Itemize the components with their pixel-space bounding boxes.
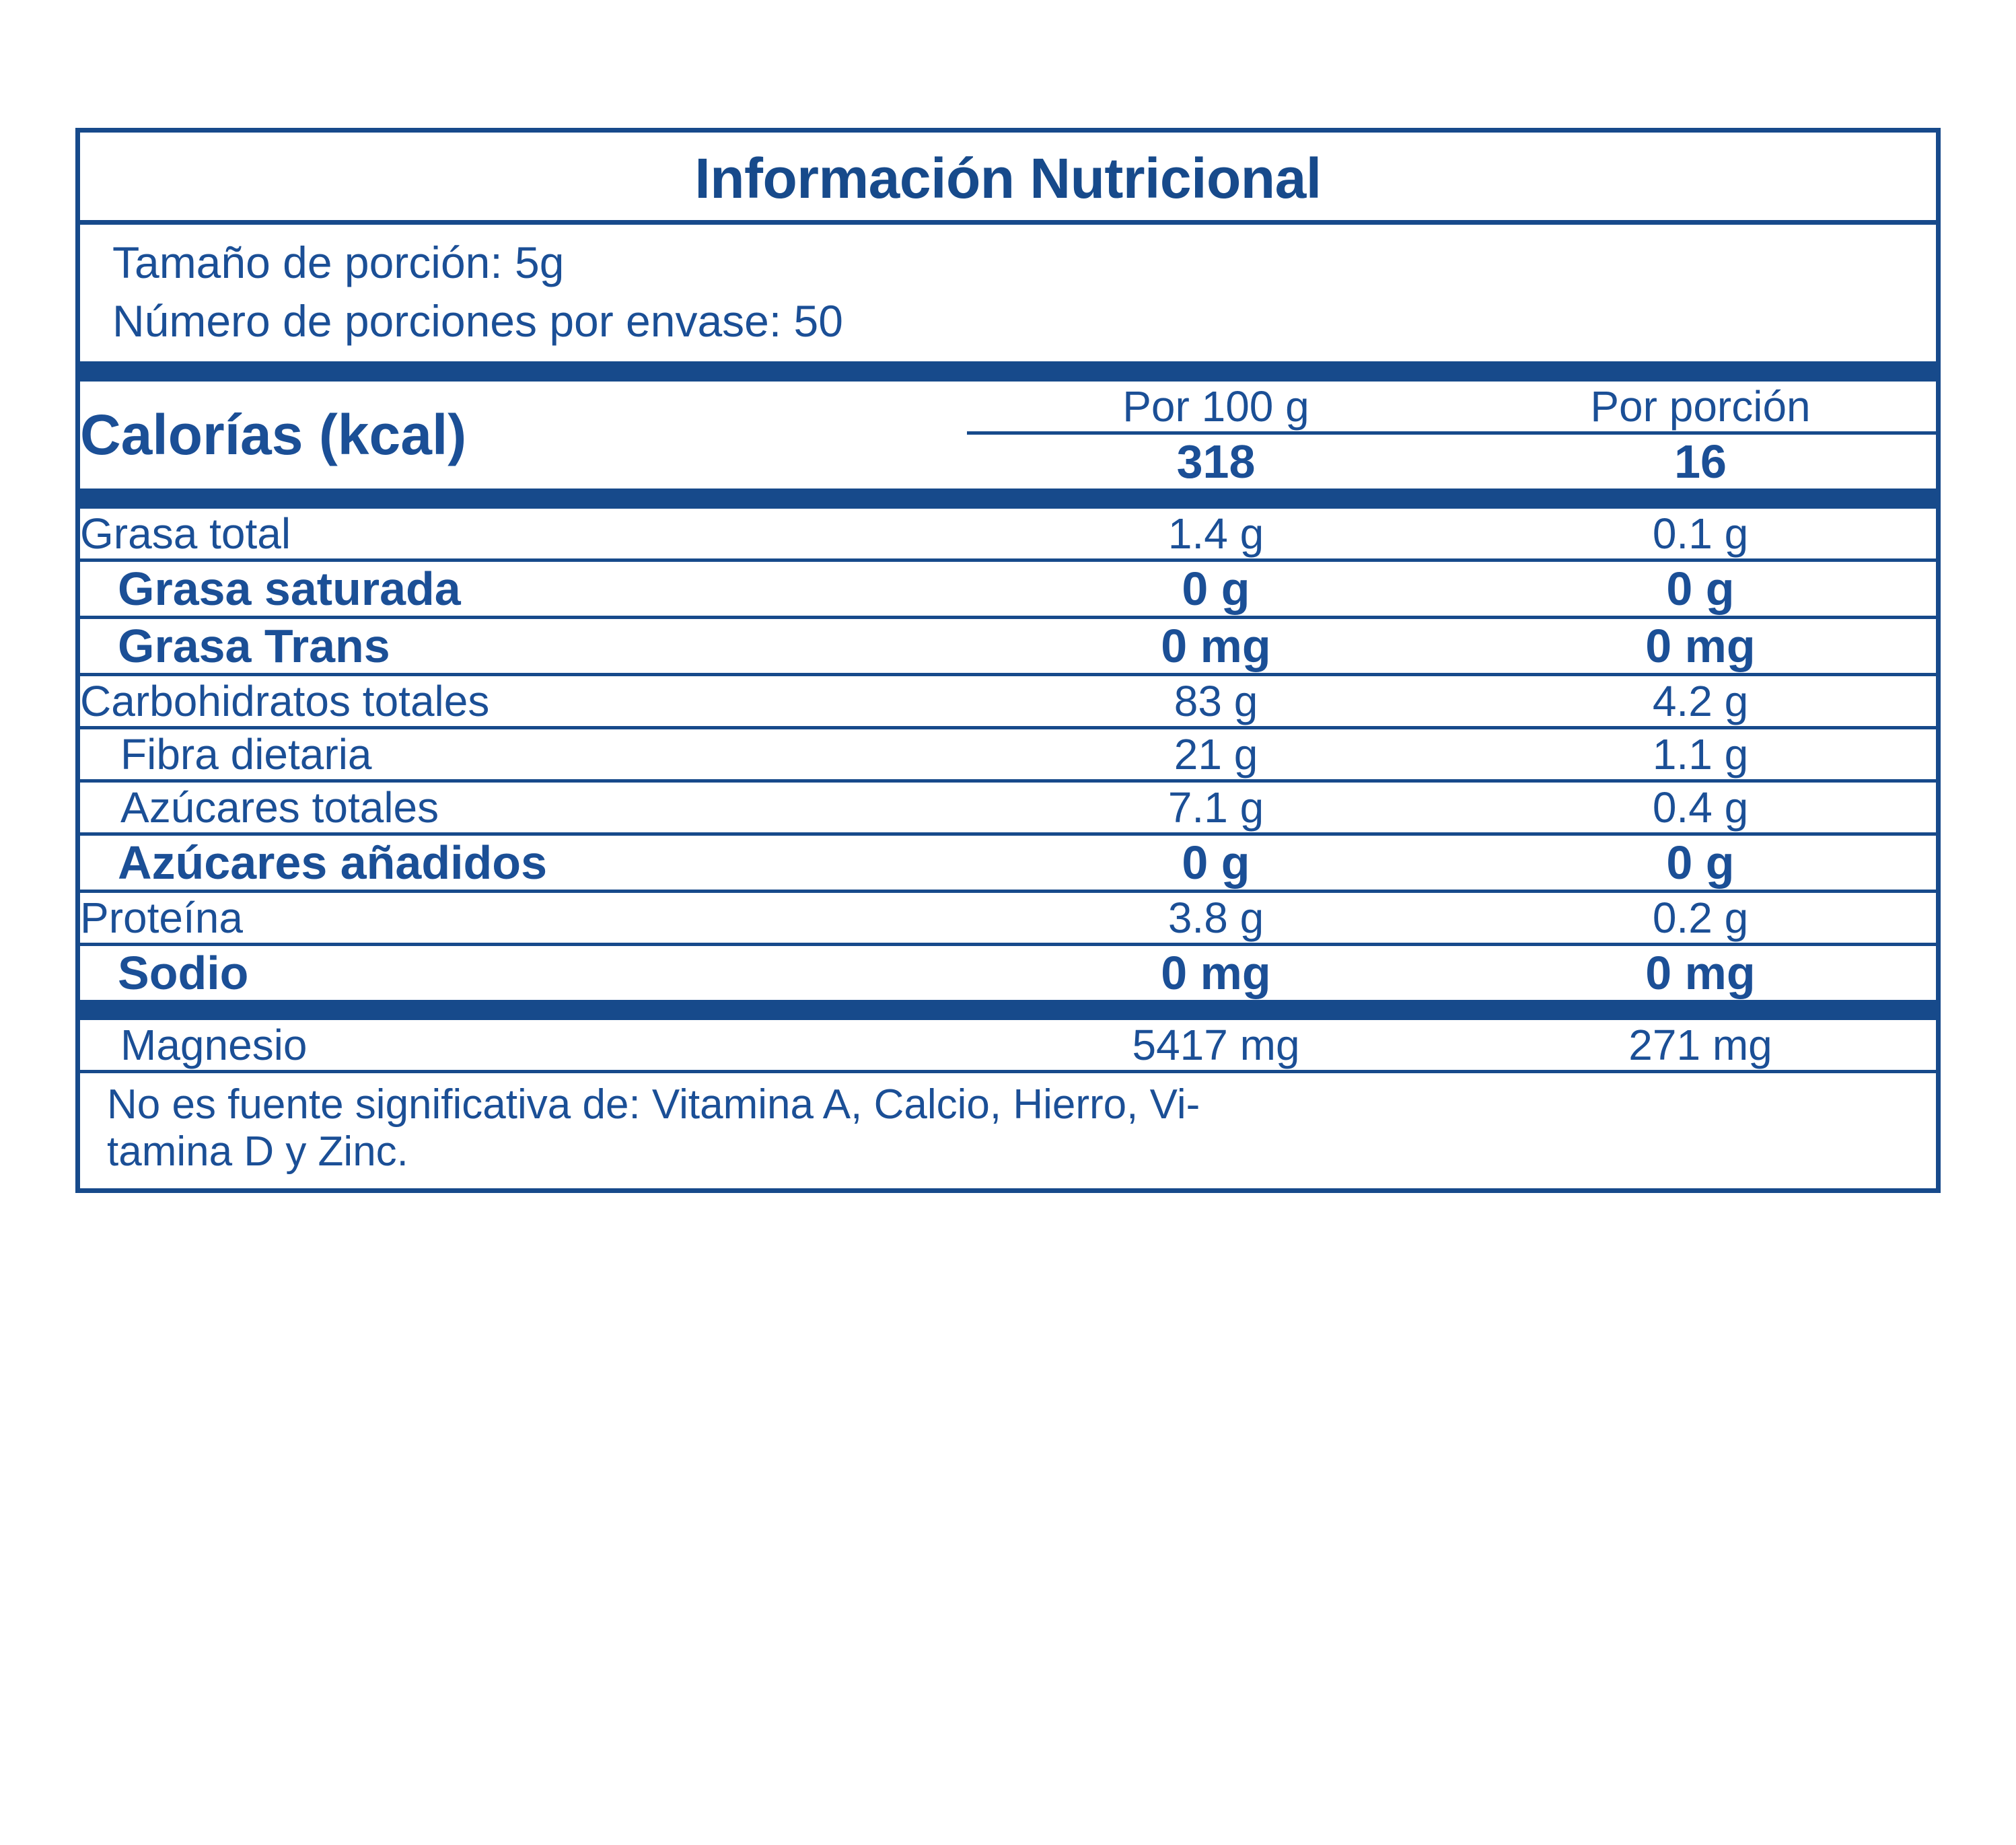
nutrient-per-100g: 83 g [967,675,1465,728]
nutrient-per-100g: 0 mg [967,618,1465,675]
nutrient-per-serving: 0 mg [1465,618,1936,675]
table-row [80,675,1936,728]
serving-size-text: Tamaño de porción: 5g [112,238,565,288]
nutrient-name: Azúcares añadidos [80,834,967,892]
footnote [80,1073,1936,1188]
calories-value-per-serving: 16 [1674,435,1727,489]
divider-thick-micronutrients [80,1000,1936,1020]
nutrient-per-100g: 0 g [967,834,1465,892]
table-row [80,834,1936,892]
footnote-line-2: tamina D y Zinc. [107,1128,408,1175]
page-title: Información Nutricional [80,133,1936,225]
column-header-per-100g: Por 100 g [967,382,1465,433]
table-row [80,728,1936,781]
calories-table [80,382,1936,489]
column-header-per-serving: Por porción [1465,382,1936,433]
nutrient-name: Grasa total [80,509,967,560]
table-row [80,560,1936,618]
table-row [80,618,1936,675]
table-row [80,781,1936,834]
nutrient-per-serving: 1.1 g [1465,728,1936,781]
nutrient-name: Fibra dietaria [80,728,967,781]
calories-label: Calorías (kcal) [80,403,467,467]
nutrition-facts-panel [75,128,1941,1193]
nutrient-per-serving: 0.2 g [1465,892,1936,945]
nutrient-per-100g: 7.1 g [967,781,1465,834]
nutrient-per-100g: 0 g [967,560,1465,618]
calories-header-row [80,382,1936,433]
nutrient-per-100g: 3.8 g [967,892,1465,945]
micronutrients-table [80,1020,1936,1073]
nutrient-per-100g: 21 g [967,728,1465,781]
nutrient-per-serving: 4.2 g [1465,675,1936,728]
nutrients-table [80,509,1936,1000]
micronutrient-per-serving: 271 mg [1465,1020,1936,1072]
nutrient-per-serving: 0.1 g [1465,509,1936,560]
table-row [80,1020,1936,1072]
nutrient-per-serving: 0 g [1465,834,1936,892]
table-row [80,892,1936,945]
nutrient-name: Sodio [118,947,249,1000]
nutrient-name: Azúcares totales [80,781,967,834]
servings-per-container-text: Número de porciones por envase: 50 [112,295,843,346]
nutrient-per-serving: 0 mg [1645,947,1756,1000]
nutrient-name: Carbohidratos totales [80,675,967,728]
nutrient-per-100g: 0 mg [1161,947,1271,1000]
nutrient-name: Proteína [80,892,967,945]
nutrient-per-serving: 0 g [1465,560,1936,618]
micronutrient-per-100g: 5417 mg [967,1020,1465,1072]
serving-information [80,225,1936,361]
nutrient-per-100g: 1.4 g [967,509,1465,560]
divider-thick-calories [80,489,1936,509]
calories-value-per-100g: 318 [1176,435,1256,489]
nutrient-per-serving: 0.4 g [1465,781,1936,834]
table-row [80,509,1936,560]
nutrient-name: Grasa Trans [80,618,967,675]
divider-thick-top [80,361,1936,382]
nutrient-name: Grasa saturada [80,560,967,618]
footnote-line-1: No es fuente significativa de: Vitamina A, Calcio, Hierro, Vi- [107,1081,1200,1128]
micronutrient-name: Magnesio [80,1020,967,1072]
table-row [80,945,1936,1001]
